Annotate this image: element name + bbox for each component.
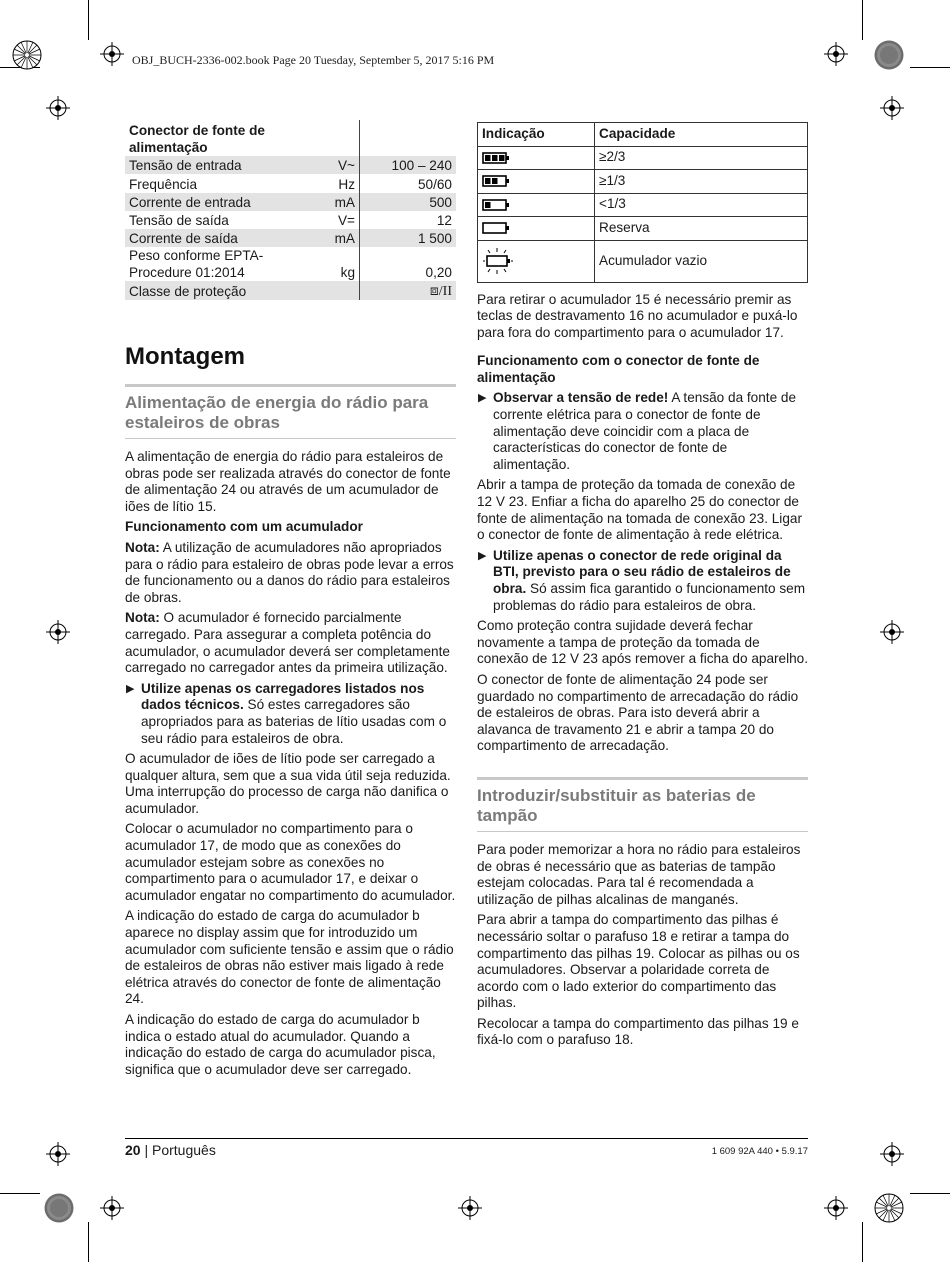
battery-empty-icon — [482, 222, 510, 234]
right-column-text — [477, 122, 808, 1053]
registration-mark-icon — [46, 1142, 70, 1166]
note-paragraph: Nota: A utilização de acumuladores não apropriados para o rádio para estaleiro de obras pode levar a erros de funcionamento ou a danos do rádio para estaleiros de obras. — [125, 539, 454, 605]
paragraph: A alimentação de energia do rádio para estaleiros de obras pode ser realizada através do conector de fonte de alimentação 24 ou através de um acumulador de iões de lítio 15. — [125, 449, 451, 514]
registration-mark-icon — [458, 1196, 482, 1220]
footer-rule — [125, 1138, 808, 1139]
paragraph: Para poder memorizar a hora no rádio para estaleiros de obras é necessário que as baterias de tampão estejam colocadas. Para tal é recomendada a utilização de pilhas alcalinas de manganés. — [477, 841, 801, 907]
paragraph: O conector de fonte de alimentação 24 pode ser guardado no compartimento de arrecadação do rádio de estaleiros de obras. Para isto deverá abrir a alavanca de travamento 21 e abrir a tampa 20 do compartimento de arrecadação. — [477, 671, 799, 754]
table-row: Reserva — [478, 217, 808, 241]
triangle-bullet-icon: ▶ — [478, 549, 487, 562]
registration-mark-icon — [824, 42, 848, 66]
table-row: Classe de proteção ⧈/II — [125, 281, 456, 299]
paragraph: A indicação do estado de carga do acumulador b aparece no display assim que for introduzido um acumulador com suficiente tensão e assim que o rádio de estaleiros de obras não estiver mais ligado à rede elétrica através do conector de fonte de alimentação 24. — [125, 908, 454, 1007]
spec-table-title: Conector de fonte de alimentação — [129, 123, 265, 155]
note-paragraph: Nota: O acumulador é fornecido parcialmente carregado. Para assegurar a completa potência do acumulador, o acumulador deverá ser completamente carregado no carregador antes da primeira utilização. — [125, 610, 450, 676]
subheading: Funcionamento com um acumulador — [125, 519, 363, 535]
registration-mark-icon — [100, 42, 124, 66]
battery-1-bar-icon — [482, 199, 510, 211]
paragraph: Colocar o acumulador no compartimento para o acumulador 17, de modo que as conexões do acumulador estejam sobre as conexões no compartimento para o acumulador 17, e deixar o acumulador engatar no compartimento do acumulador. — [125, 821, 456, 903]
bullet-item: ▶ Utilize apenas o conector de rede original da BTI, previsto para o seu rádio de estaleiros de obra. Só assim fica garantido o funcionamento sem problemas do rádio para estaleiros de obra. — [478, 547, 806, 613]
battery-3-bars-icon — [482, 152, 510, 164]
triangle-bullet-icon: ▶ — [478, 392, 487, 405]
section-heading: Alimentação de energia do rádio para estaleiros de obras — [125, 384, 456, 439]
registration-mark-icon — [880, 96, 904, 120]
table-row: ≥2/3 — [478, 146, 808, 170]
left-column-text — [125, 384, 456, 1082]
registration-mark-icon — [880, 620, 904, 644]
battery-flashing-icon — [482, 247, 514, 275]
table-row: Corrente de entrada mA 500 — [125, 193, 456, 211]
column-header: Indicação — [478, 123, 595, 147]
paragraph: Para abrir a tampa do compartimento das pilhas é necessário soltar o parafuso 18 e retirar a tampa do compartimento das pilhas 19. Colocar as pilhas ou os acumuladores. Observar a polaridade correta de acordo com o lado exterior do compartimento das pilhas. — [477, 912, 800, 1011]
table-row: Frequência Hz 50/60 — [125, 174, 456, 192]
table-row: Tensão de entrada V~ 100 – 240 — [125, 156, 456, 174]
registration-mark-icon — [824, 1196, 848, 1220]
page-number: 20 — [125, 1142, 141, 1158]
paragraph: Abrir a tampa de proteção da tomada de conexão de 12 V 23. Enfiar a ficha do aparelho 25 do conector de fonte de alimentação na tomada de conexão 23. Ligar o conector de fonte de alimentação à rede elétrica. — [477, 477, 802, 543]
print-header: OBJ_BUCH-2336-002.book Page 20 Tuesday, September 5, 2017 5:16 PM — [132, 53, 495, 67]
gray-target-icon — [44, 1193, 74, 1223]
footer-separator: | — [144, 1142, 149, 1158]
paragraph: Como proteção contra sujidade deverá fechar novamente a tampa de proteção da tomada de conexão de 12 V 23 após remover a ficha do aparelho. — [477, 618, 809, 667]
registration-mark-icon — [46, 620, 70, 644]
registration-mark-icon — [100, 1196, 124, 1220]
footer-language: Português — [152, 1142, 216, 1158]
footer-code: 1 609 92A 440 • 5.9.17 — [711, 1146, 808, 1157]
bullet-item: ▶ Observar a tensão de rede! A tensão da fonte de corrente elétrica para o conector de fonte de alimentação deve coincidir com a placa de características do conector de fonte de alimentação. — [478, 390, 797, 472]
table-row: Corrente de saída mA 1 500 — [125, 229, 456, 247]
starburst-target-icon — [874, 1193, 904, 1223]
table-row: Tensão de saída V= 12 — [125, 211, 456, 229]
page-title: Montagem — [125, 343, 245, 370]
paragraph: A indicação do estado de carga do acumulador b indica o estado atual do acumulador. Quando a indicação do estado de carga do acumulador pisca, significa que o acumulador deve ser carregado. — [125, 1012, 436, 1077]
table-row: Peso conforme EPTA-Procedure 01:2014 kg 0,20 — [129, 248, 452, 281]
gray-target-icon — [874, 40, 904, 70]
footer-page-info — [125, 1142, 216, 1158]
triangle-bullet-icon: ▶ — [126, 682, 135, 695]
subheading: Funcionamento com o conector de fonte de alimentação — [477, 353, 760, 385]
paragraph: Para retirar o acumulador 15 é necessário premir as teclas de destravamento 16 no acumulador e puxá-lo para fora do compartimento para o acumulador 17. — [477, 291, 798, 340]
spec-table-block — [125, 120, 456, 300]
table-row: Acumulador vazio — [478, 240, 808, 282]
bullet-item: ▶ Utilize apenas os carregadores listados nos dados técnicos. Só estes carregadores são apropriados para as baterias de lítio usadas com o seu rádio para estaleiros de obra. — [126, 680, 447, 746]
paragraph: Recolocar a tampa do compartimento das pilhas 19 e fixá-lo com o parafuso 18. — [477, 1015, 799, 1048]
column-header: Capacidade — [595, 123, 808, 147]
table-row: <1/3 — [478, 193, 808, 217]
charge-indicator-table — [477, 122, 808, 283]
paragraph: O acumulador de iões de lítio pode ser carregado a qualquer altura, sem que a sua vida útil seja reduzida. Uma interrupção do processo de carga não danifica o acumulador. — [125, 751, 451, 816]
spec-table — [125, 120, 456, 300]
starburst-target-icon — [12, 40, 42, 70]
registration-mark-icon — [46, 96, 70, 120]
table-row: ≥1/3 — [478, 170, 808, 194]
protection-class-ii-icon: ⧈ — [429, 283, 439, 299]
registration-mark-icon — [880, 1142, 904, 1166]
section-heading: Introduzir/substituir as baterias de tampão — [477, 777, 808, 832]
battery-2-bars-icon — [482, 175, 510, 187]
